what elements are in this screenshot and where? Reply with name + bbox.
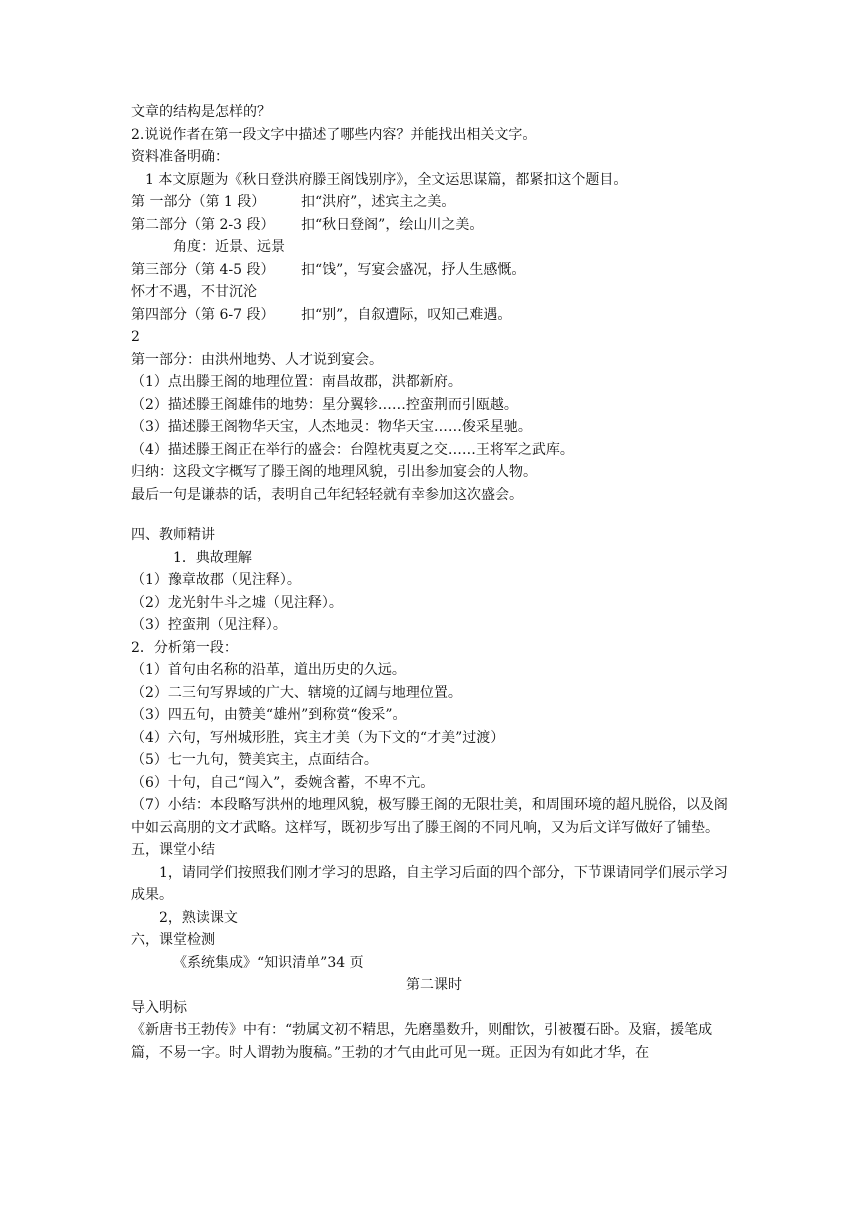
list-item: （2）二三句写界域的广大、辖境的辽阔与地理位置。 xyxy=(131,684,462,701)
text-line: 资料准备明确： xyxy=(131,149,229,165)
list-item: （3）描述滕王阁物华天宝，人杰地灵：物华天宝……俊采星驰。 xyxy=(131,419,532,435)
list-item: （3）控蛮荆（见注释）。 xyxy=(131,617,287,633)
paragraph: 《新唐书王勃传》中有：“勃属文初不精思，先磨墨数升，则酣饮，引被覆石卧。及寤，援笔成篇，不易一字。时人谓勃为腹稿。”王勃的才气由此可见一斑。正因为有如此才华，在 xyxy=(131,1022,713,1061)
part-label: 第 一部分（第 1 段） xyxy=(131,194,266,210)
summary-paragraph: （7）小结：本段略写洪州的地理风貌，极写滕王阁的无限壮美，和周围环境的超凡脱俗，以及阁中如云高朋的文才武略。这样写，既初步写出了滕王阁的不同凡响，又为后文详写做好了铺垫。 xyxy=(131,797,728,836)
section-heading: 四、教师精讲 xyxy=(131,527,215,543)
section-heading: 导入明标 xyxy=(131,999,187,1016)
part-desc: 扣“别”，自叙遭际，叹知己难遇。 xyxy=(301,306,512,323)
lesson-title: 第二课时 xyxy=(406,977,462,993)
list-item: （2）龙光射牛斗之墟（见注释）。 xyxy=(131,594,343,611)
list-item: （6）十句，自己“闯入”，委婉含蓄，不卑不亢。 xyxy=(131,774,435,791)
part-desc: 扣“秋日登阁”，绘山川之美。 xyxy=(301,216,484,233)
part-label: 第四部分（第 6-7 段） xyxy=(131,306,275,323)
text-line: 《系统集成》“知识清单”34 页 xyxy=(173,954,364,971)
part-desc: 扣“洪府”，述宾主之美。 xyxy=(301,194,456,210)
text-line: 角度：近景、远景 xyxy=(173,239,285,255)
structure-row-4 xyxy=(131,304,737,327)
section-heading: 六，课堂检测 xyxy=(131,932,215,948)
document-page xyxy=(131,101,737,1064)
subheading: 1．典故理解 xyxy=(173,549,252,566)
section-heading: 五，课堂小结 xyxy=(131,842,215,858)
list-item: （1）豫章故郡（见注释）。 xyxy=(131,572,301,588)
part-desc: 扣“饯”，写宴会盛况，抒人生感慨。 xyxy=(301,261,526,278)
paragraph: 1，请同学们按照我们刚才学习的思路，自主学习后面的四个部分，下节课请同学们展示学习成果。 xyxy=(131,864,728,903)
list-item: （4）描述滕王阁正在举行的盛会：台隍枕夷夏之交……王将军之武库。 xyxy=(131,441,574,458)
structure-row-1 xyxy=(131,191,737,214)
text-line: 归纳：这段文字概写了滕王阁的地理风貌，引出参加宴会的人物。 xyxy=(131,464,537,480)
list-item: （1）首句由名称的沿革，道出历史的久远。 xyxy=(131,662,406,678)
list-item: （2）描述滕王阁雄伟的地势：星分翼轸……控蛮荆而引瓯越。 xyxy=(131,396,518,413)
text-line: 2，熟读课文 xyxy=(159,909,238,926)
list-item: （5）七一九句，赞美宾主，点面结合。 xyxy=(131,752,378,768)
list-item: （4）六句，写州城形胜，宾主才美（为下文的“才美”过渡） xyxy=(131,729,505,746)
part-label: 第三部分（第 4-5 段） xyxy=(131,261,275,278)
text-line: 最后一句是谦恭的话，表明自己年纪轻轻就有幸参加这次盛会。 xyxy=(131,486,523,503)
text-line: 第一部分：由洪州地势、人才说到宴会。 xyxy=(131,351,383,368)
text-line: 怀才不遇，不甘沉沦 xyxy=(131,284,257,300)
subheading: 2．分析第一段： xyxy=(131,639,238,656)
part-label: 第二部分（第 2-3 段） xyxy=(131,216,275,233)
text-line: 2 xyxy=(131,329,140,345)
text-line: 文章的结构是怎样的？ xyxy=(131,104,271,120)
question-2: 2.说说作者在第一段文字中描述了哪些内容？并能找出相关文字。 xyxy=(131,126,537,143)
structure-row-3 xyxy=(131,259,737,282)
blank-line xyxy=(131,506,737,524)
list-item: （3）四五句，由赞美“雄州”到称赏“俊采”。 xyxy=(131,707,407,723)
list-item: （1）点出滕王阁的地理位置：南昌故郡，洪都新府。 xyxy=(131,374,462,390)
text-line: 1 本文原题为《秋日登洪府滕王阁饯别序》，全文运思谋篇，都紧扣这个题目。 xyxy=(145,171,628,188)
structure-row-2 xyxy=(131,214,737,237)
